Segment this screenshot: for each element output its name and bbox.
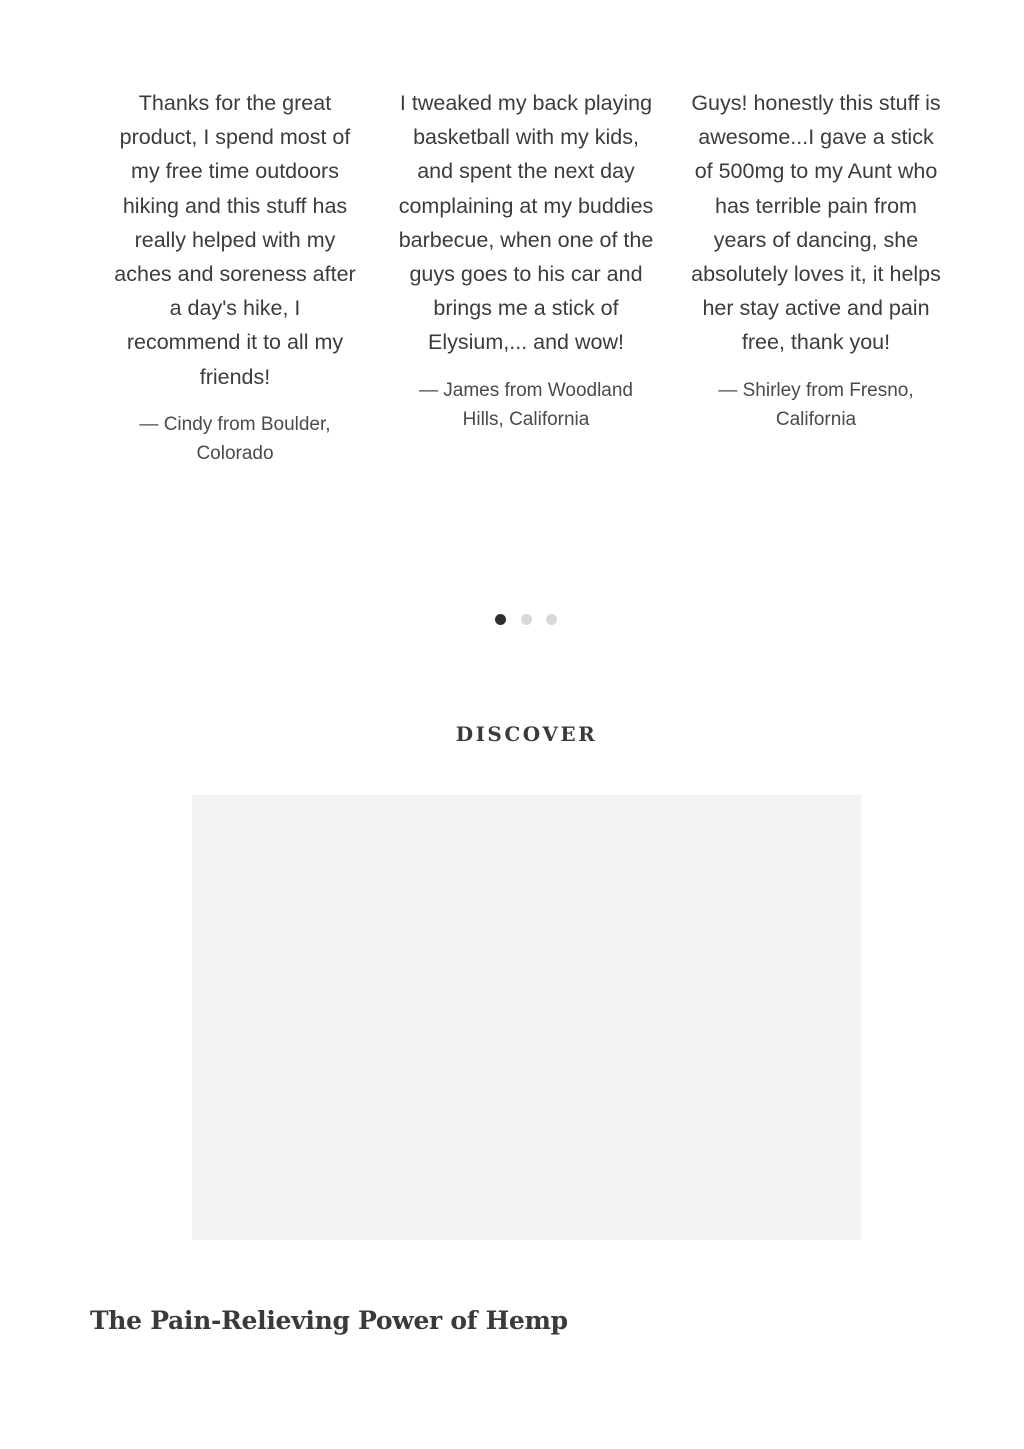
testimonials-section: [0, 86, 1024, 536]
discover-heading: DISCOVER: [455, 722, 598, 746]
article-image-placeholder[interactable]: [192, 795, 861, 1240]
testimonial-card: [110, 86, 360, 469]
carousel-dot-3[interactable]: [546, 614, 557, 625]
article-title[interactable]: The Pain-Relieving Power of Hemp: [90, 1306, 568, 1335]
testimonial-quote: Thanks for the great product, I spend most of my free time outdoors hiking and this stuff has really helped with my aches and soreness after a day's hike, I recommend it to all my friends!: [114, 91, 356, 389]
testimonial-card: [690, 86, 942, 435]
carousel-dot-1[interactable]: [495, 614, 506, 625]
testimonial-author: — Shirley from Fresno, California: [718, 379, 914, 431]
carousel-dot-2[interactable]: [521, 614, 532, 625]
testimonial-author: — Cindy from Boulder, Colorado: [139, 413, 331, 465]
testimonial-author: — James from Woodland Hills, California: [418, 379, 633, 431]
testimonial-card: [396, 86, 656, 435]
carousel-pagination: [0, 614, 1024, 628]
testimonial-quote: Guys! honestly this stuff is awesome...I gave a stick of 500mg to my Aunt who has terrible pain from years of dancing, she absolutely loves it, it helps her stay active and pain free, thank you!: [691, 91, 941, 355]
testimonial-quote: I tweaked my back playing basketball with my kids, and spent the next day complaining at my buddies barbecue, when one of the guys goes to his car and brings me a stick of Elysium,... and wow!: [398, 91, 654, 355]
